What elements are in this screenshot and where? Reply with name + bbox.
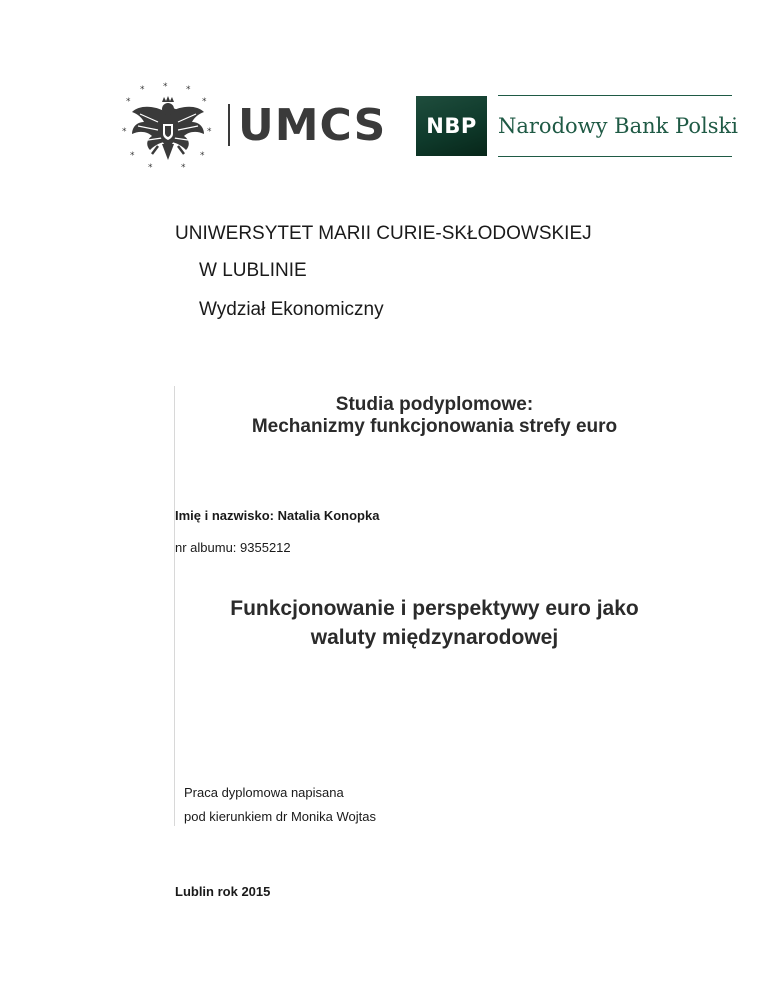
album-number: nr albumu: 9355212 (175, 540, 291, 555)
thesis-type: Praca dyplomowa napisana (184, 785, 344, 800)
nbp-logo-rule-top (498, 95, 732, 96)
nbp-logo-name: Narodowy Bank Polski (498, 114, 738, 138)
thesis-title-line-1: Funkcjonowanie i perspektywy euro jako (230, 597, 639, 620)
university-city: W LUBLINIE (199, 260, 307, 281)
svg-text:*: * (126, 97, 131, 107)
svg-text:*: * (202, 97, 207, 107)
svg-text:*: * (207, 127, 212, 137)
umcs-logo-divider (228, 104, 230, 146)
faculty-name: Wydział Ekonomiczny (199, 299, 384, 320)
svg-text:*: * (148, 163, 153, 172)
university-name: UNIWERSYTET MARII CURIE-SKŁODOWSKIEJ (175, 223, 592, 244)
umcs-logo-text: UMCS (238, 100, 387, 151)
place-and-year: Lublin rok 2015 (175, 884, 271, 899)
umcs-eagle-logo (118, 82, 218, 172)
svg-text:*: * (140, 85, 145, 95)
svg-text:*: * (200, 151, 205, 161)
thesis-title-line-2: waluty międzynarodowej (310, 626, 559, 649)
svg-text:*: * (163, 82, 168, 92)
svg-text:*: * (181, 163, 186, 172)
studies-program-name: Mechanizmy funkcjonowania strefy euro (251, 416, 618, 437)
svg-text:*: * (186, 85, 191, 95)
svg-text:*: * (130, 151, 135, 161)
author-name: Imię i nazwisko: Natalia Konopka (175, 508, 380, 523)
nbp-logo-rule-bottom (498, 156, 732, 157)
nbp-logo-abbrev: NBP (426, 114, 477, 138)
supervisor: pod kierunkiem dr Monika Wojtas (184, 809, 376, 824)
studies-heading: Studia podyplomowe: (335, 394, 534, 415)
svg-text:*: * (122, 127, 127, 137)
